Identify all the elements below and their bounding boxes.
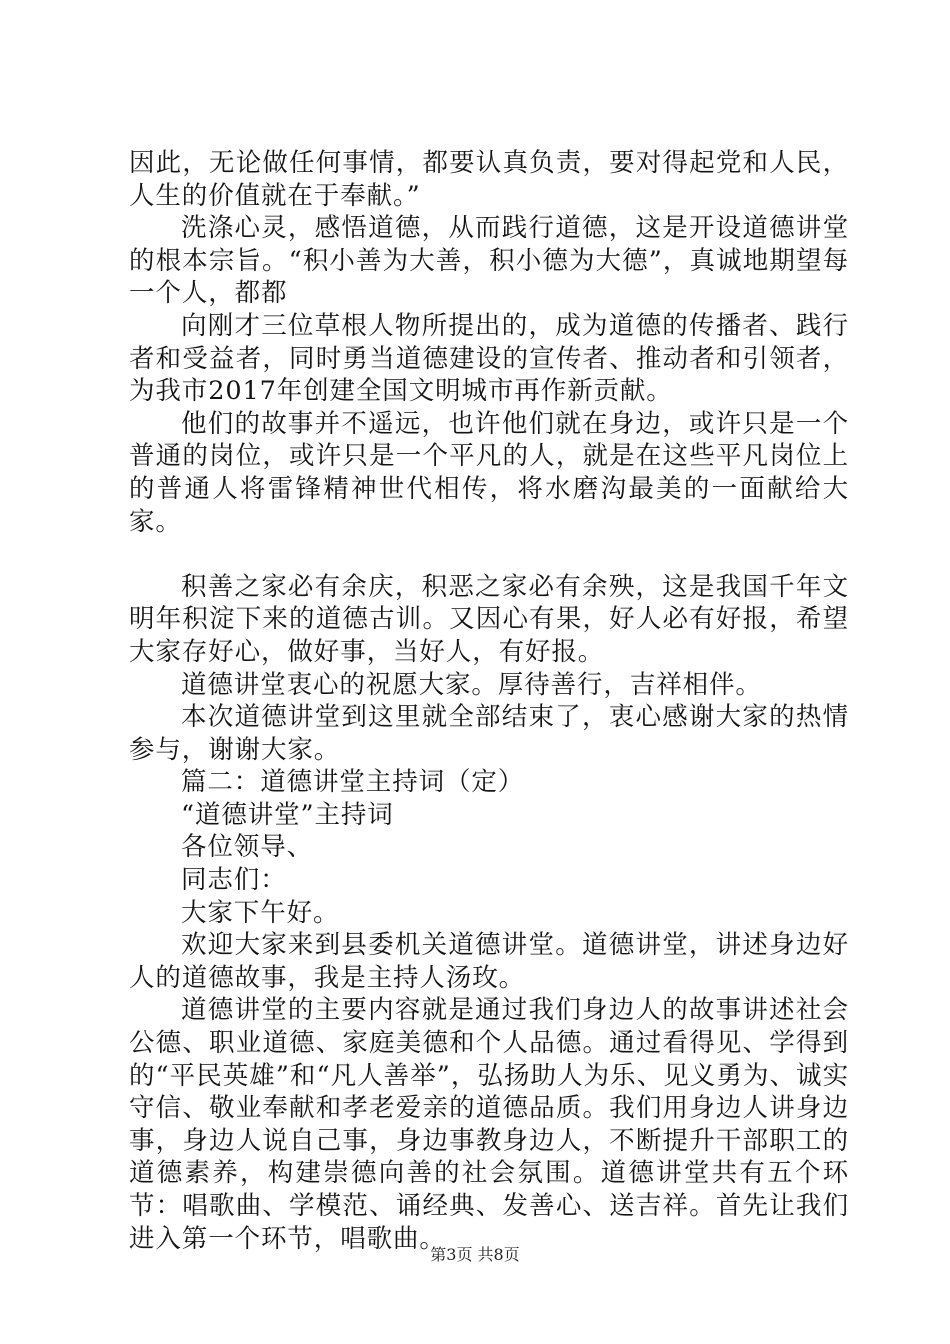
paragraph-gap <box>129 538 849 571</box>
paragraph: 欢迎大家来到县委机关道德讲堂。道德讲堂，讲述身边好人的道德故事，我是主持人汤玫。 <box>129 930 849 993</box>
section-heading: 篇二：道德讲堂主持词（定） <box>181 767 525 798</box>
salutation: 同志们： <box>181 865 287 896</box>
salutation: 各位领导、 <box>181 832 314 863</box>
paragraph: 因此，无论做任何事情，都要认真负责，要对得起党和人民，人生的价值就在于奉献。” <box>129 148 849 211</box>
greeting: 大家下午好。 <box>181 897 340 928</box>
paragraph: 积善之家必有余庆，积恶之家必有余殃，这是我国千年文明年积淀下来的道德古训。又因心有果，好人必有好报，希望大家存好心，做好事，当好人，有好报。 <box>129 571 849 667</box>
subheading: “道德讲堂”主持词 <box>181 799 394 830</box>
paragraph: 洗涤心灵，感悟道德，从而践行道德，这是开设道德讲堂的根本宗旨。“积小善为大善，积小德为大德”，真诚地期望每一个人，都都 <box>129 213 849 309</box>
paragraph: 道德讲堂的主要内容就是通过我们身边人的故事讲述社会公德、职业道德、家庭美德和个人品德。通过看得见、学得到的“平民英雄”和“凡人善举”，弘扬助人为乐、见义勇为、诚实守信、敬业奉献和孝老爱亲的道德品质。我们用身边人讲身边事，身边人说自己事，身边事教身边人，不断提升干部职工的道德素养，构建崇德向善的社会氛围。道德讲堂共有五个环节：唱歌曲、学模范、诵经典、发善心、送吉祥。首先让我们进入第一个环节，唱歌曲。 <box>129 995 849 1254</box>
paragraph: 道德讲堂衷心的祝愿大家。厚待善行，吉祥相伴。 <box>181 669 762 700</box>
paragraph: 本次道德讲堂到这里就全部结束了，衷心感谢大家的热情参与，谢谢大家。 <box>129 702 849 765</box>
paragraph: 向刚才三位草根人物所提出的，成为道德的传播者、践行者和受益者，同时勇当道德建设的宣传者、推动者和引领者，为我市2017年创建全国文明城市再作新贡献。 <box>129 310 849 407</box>
paragraph: 他们的故事并不遥远，也许他们就在身边，或许只是一个普通的岗位，或许只是一个平凡的人，就是在这些平凡岗位上的普通人将雷锋精神世代相传，将水磨沟最美的一面献给大家。 <box>129 408 849 537</box>
document-body <box>129 147 849 1255</box>
page-number-footer: 第3页 共8页 <box>430 1245 520 1264</box>
